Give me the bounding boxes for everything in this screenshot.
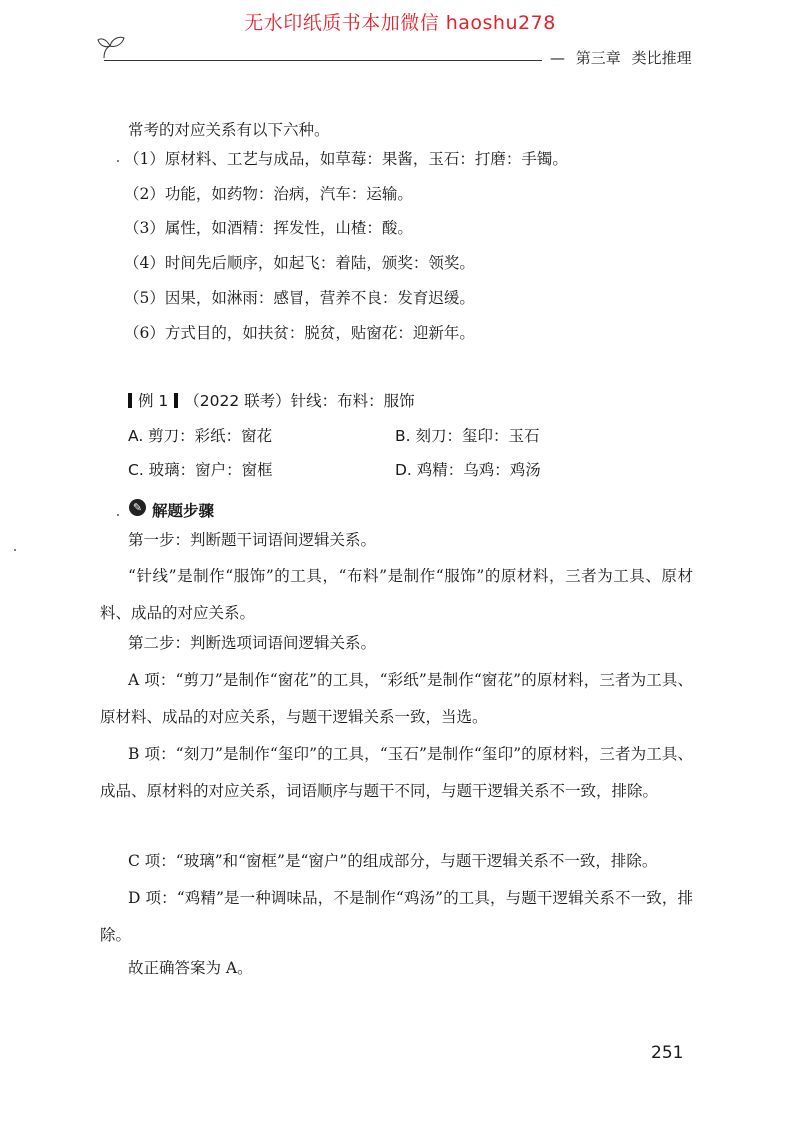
step-2: 第二步：判断选项词语间逻辑关系。 <box>128 634 377 652</box>
option-d-analysis: D 项：“鸡精”是一种调味品，不是制作“鸡汤”的工具，与题干逻辑关系不一致，排除。 <box>100 889 693 944</box>
step-1: 第一步：判断题干词语间逻辑关系。 <box>128 531 377 549</box>
chapter-title: 类比推理 <box>631 49 692 67</box>
option-a-analysis: A 项：“剪刀”是制作“窗花”的工具，“彩纸”是制作“窗花”的原材料，三者为工具、原材料、成品的对应关系，与题干逻辑关系一致，当选。 <box>100 671 693 726</box>
option-c-analysis: C 项：“玻璃”和“窗框”是“窗户”的组成部分，与题干逻辑关系不一致，排除。 <box>128 852 658 870</box>
option-b: B. 刻刀：玺印：玉石 <box>395 427 540 445</box>
option-a: A. 剪刀：彩纸：窗花 <box>128 427 273 445</box>
chapter-heading: — 第三章 类比推理 <box>550 49 692 67</box>
option-c: C. 玻璃：窗户：窗框 <box>128 461 273 479</box>
scan-speck <box>117 514 119 516</box>
example-marker <box>128 393 132 408</box>
page-number: 251 <box>651 1043 684 1063</box>
relation-item: （4）时间先后顺序，如起飞：着陆，颁奖：领奖。 <box>124 254 475 272</box>
relation-item: （3）属性，如酒精：挥发性，山楂：酸。 <box>124 219 413 237</box>
watermark-text: 无水印纸质书本加微信 haoshu278 <box>244 12 556 34</box>
relation-item: （2）功能，如药物：治病，汽车：运输。 <box>124 185 413 203</box>
chapter-number: 第三章 <box>575 49 621 67</box>
header-rule <box>104 60 542 61</box>
example-question: （2022 联考）针线：布料：服饰 <box>184 392 415 410</box>
scan-speck <box>14 549 16 551</box>
example-marker <box>174 393 178 408</box>
intro-text: 常考的对应关系有以下六种。 <box>128 121 330 139</box>
step-1-text: “针线”是制作“服饰”的工具，“布料”是制作“服饰”的原材料，三者为工具、原材料、成品的对应关系。 <box>100 567 693 622</box>
steps-icon: ✎ <box>129 499 146 516</box>
scan-speck <box>117 160 119 162</box>
example-heading <box>128 393 415 410</box>
relation-item: （6）方式目的，如扶贫：脱贫，贴窗花：迎新年。 <box>124 324 475 342</box>
example-label: 例 1 <box>138 392 169 410</box>
sprout-icon <box>96 30 130 60</box>
option-b-analysis: B 项：“刻刀”是制作“玺印”的工具，“玉石”是制作“玺印”的原材料，三者为工具、成品、原材料的对应关系，词语顺序与题干不同，与题干逻辑关系不一致，排除。 <box>100 745 693 800</box>
relation-item: （1）原材料、工艺与成品，如草莓：果酱，玉石：打磨：手镯。 <box>124 150 568 168</box>
relation-item: （5）因果，如淋雨：感冒，营养不良：发育迟缓。 <box>124 289 475 307</box>
answer-text: 故正确答案为 A。 <box>128 959 253 977</box>
option-d: D. 鸡精：乌鸡：鸡汤 <box>395 461 541 479</box>
solution-title: 解题步骤 <box>152 502 215 520</box>
